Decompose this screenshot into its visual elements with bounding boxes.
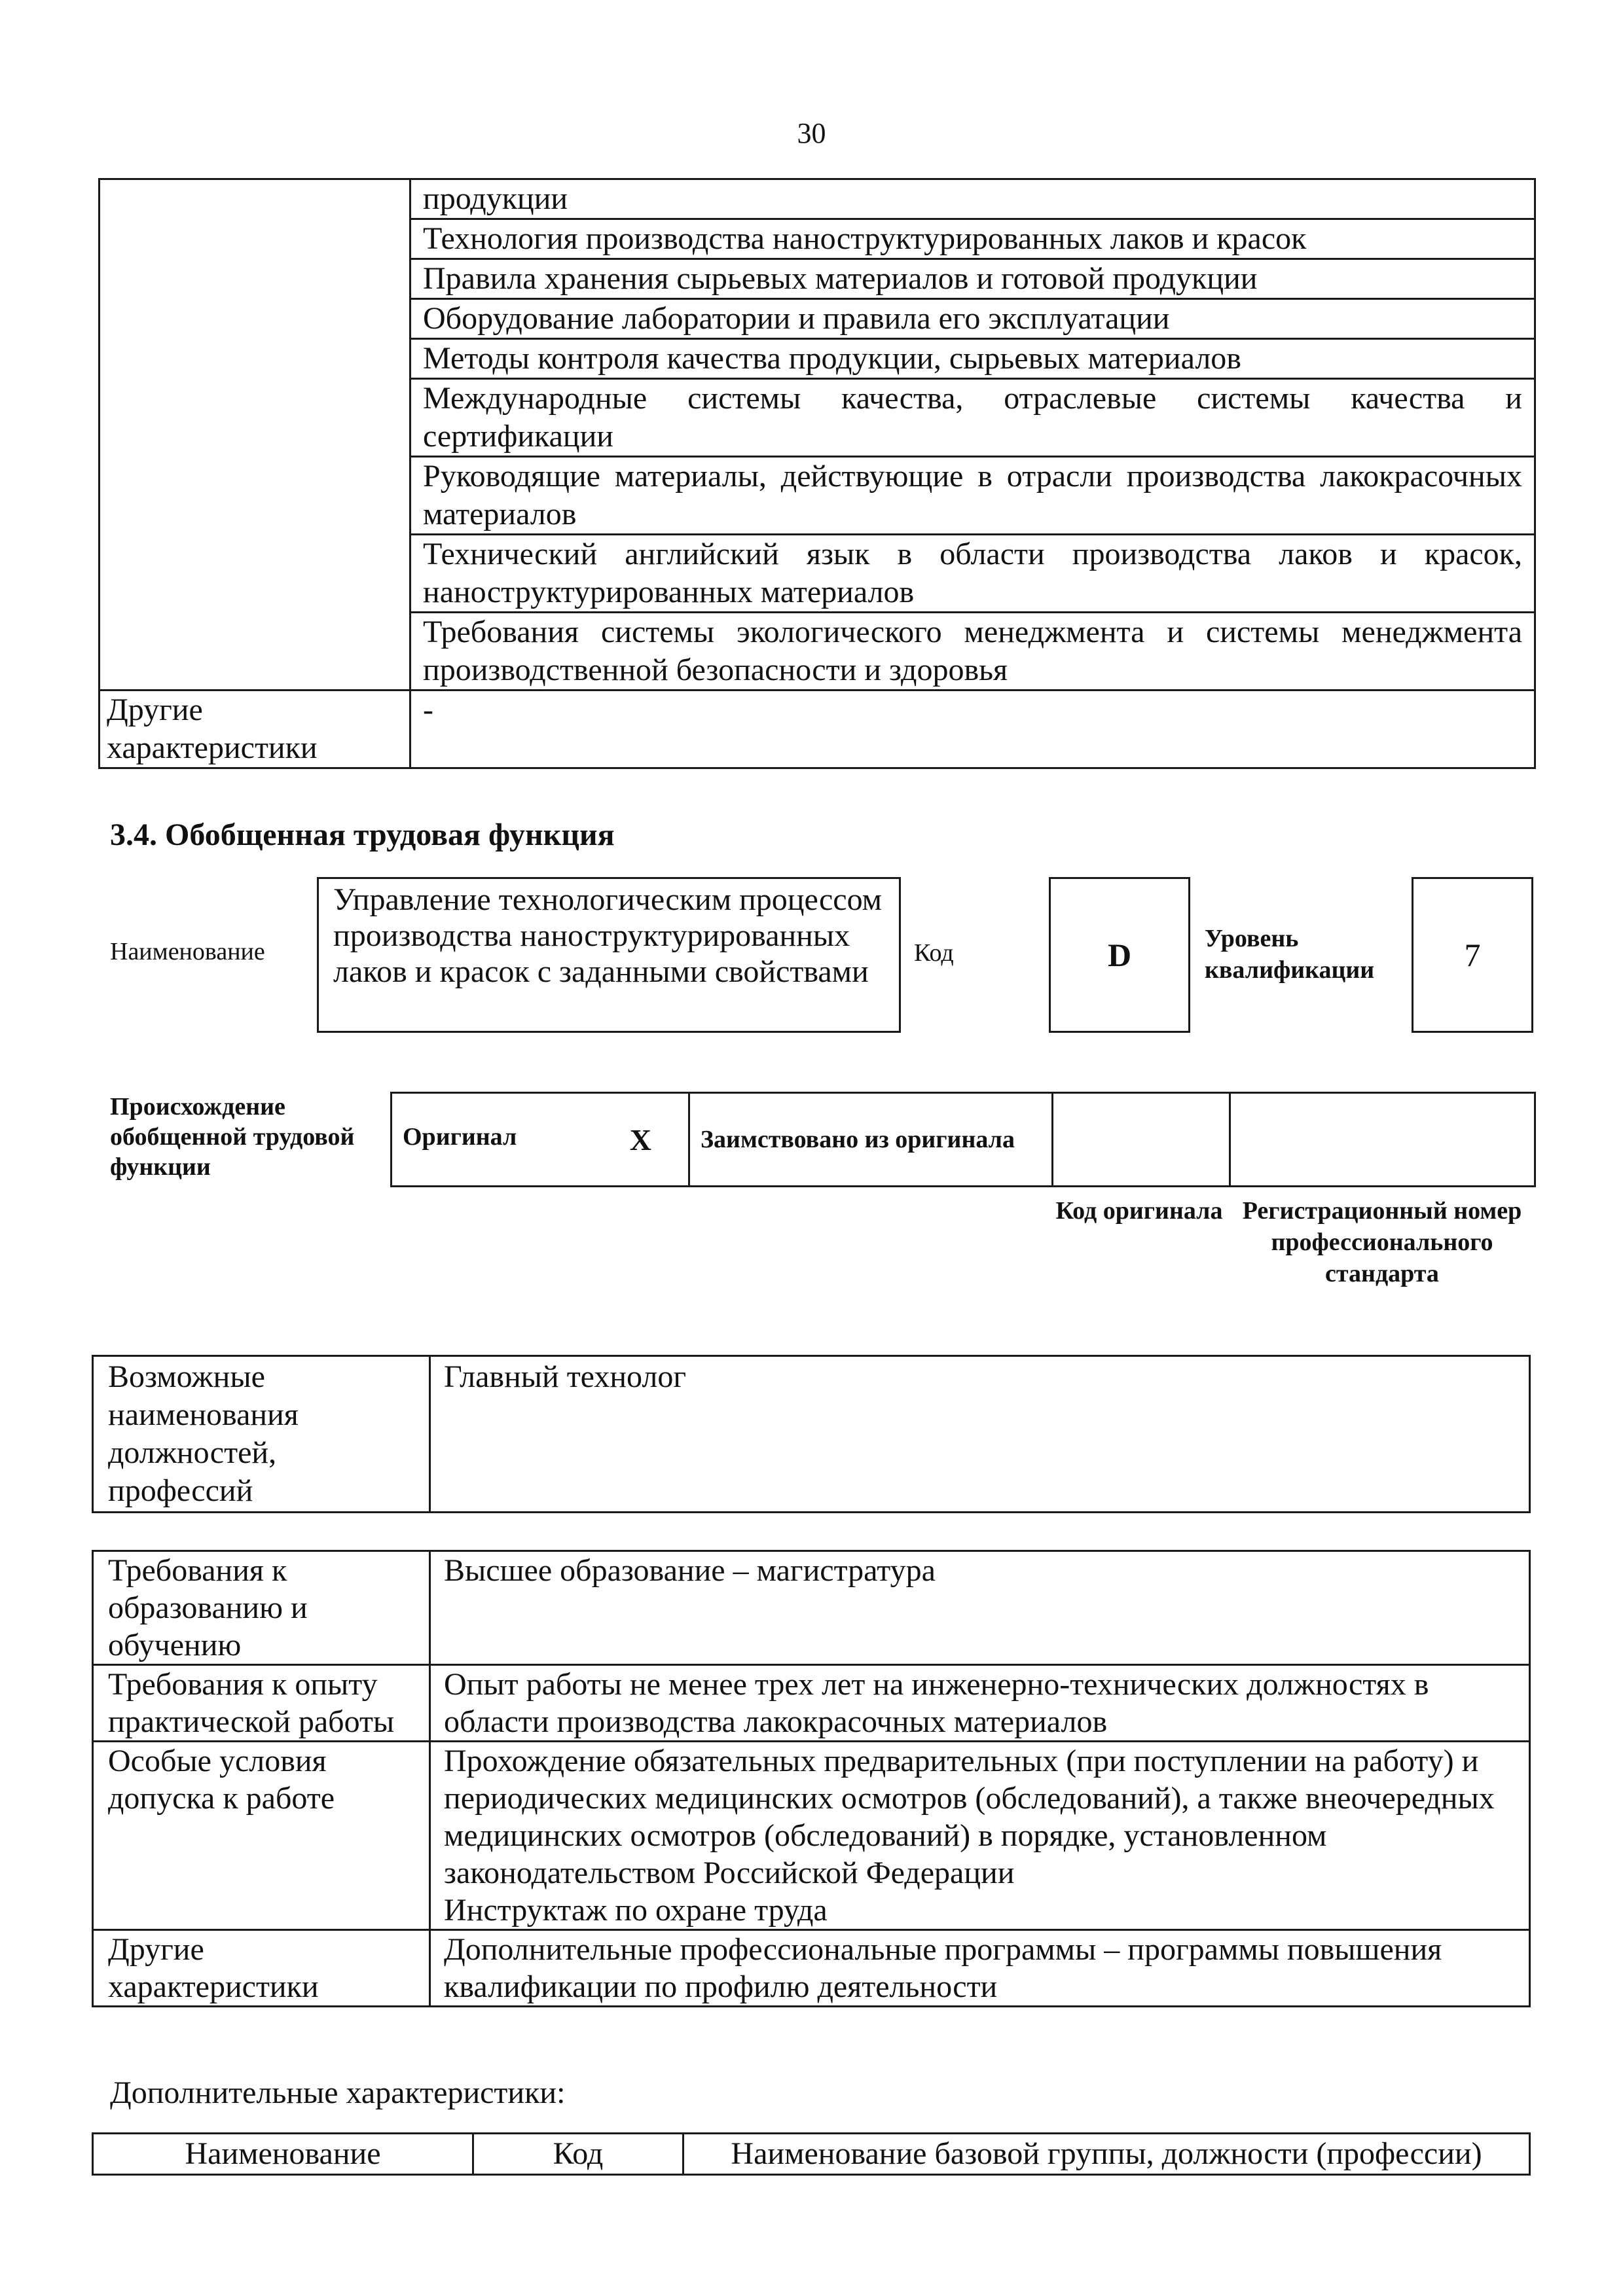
function-name-box: Управление технологическим процессом производства наноструктурированных лаков и красок с заданными свойствами <box>317 877 901 1033</box>
section-heading: 3.4. Обобщенная трудовая функция <box>110 817 615 852</box>
additional-table <box>92 2132 1531 2176</box>
original-mark: X <box>629 1122 651 1157</box>
header-base-group: Наименование базовой группы, должности (профессии) <box>684 2134 1530 2175</box>
table-header-row <box>93 2134 1530 2175</box>
experience-label: Требования к опыту практической работы <box>93 1665 430 1742</box>
experience-value: Опыт работы не менее трех лет на инженерно-технических должностях в области производства лакокрасочных материалов <box>430 1665 1530 1742</box>
table-cell: Международные системы качества, отраслевые системы качества и сертификации <box>410 379 1535 457</box>
table-cell: Методы контроля качества продукции, сырьевых материалов <box>410 339 1535 379</box>
original-label: Оригинал <box>403 1122 517 1151</box>
other-characteristics-label: Другие характеристики <box>100 691 410 768</box>
name-label: Наименование <box>110 938 265 965</box>
header-code: Код <box>473 2134 684 2175</box>
qualification-level-box: 7 <box>1412 877 1533 1033</box>
table-cell: Требования системы экологического менеджмента и системы менеджмента производственной безопасности и здоровья <box>410 613 1535 691</box>
code-label: Код <box>914 939 954 967</box>
original-cell <box>392 1093 689 1187</box>
positions-label: Возможные наименования должностей, профессий <box>93 1356 430 1513</box>
borrowed-label: Заимствовано из оригинала <box>689 1093 1053 1187</box>
qualification-level-label: Уровень квалификации <box>1205 925 1375 984</box>
admission-value-2: Инструктаж по охране труда <box>444 1893 828 1928</box>
other-value: Дополнительные профессиональные программы – программы повышения квалификации по профилю деятельности <box>430 1930 1530 2007</box>
table-cell: Правила хранения сырьевых материалов и готовой продукции <box>410 259 1535 299</box>
header-name: Наименование <box>93 2134 473 2175</box>
positions-table <box>92 1355 1531 1513</box>
table-row <box>100 179 1535 219</box>
education-label: Требования к образованию и обучению <box>93 1551 430 1665</box>
table-cell: Руководящие материалы, действующие в отрасли производства лакокрасочных материалов <box>410 457 1535 535</box>
table-row <box>93 1665 1530 1742</box>
other-characteristics-value: - <box>410 691 1535 768</box>
code-value-box: D <box>1049 877 1190 1033</box>
admission-label: Особые условия допуска к работе <box>93 1742 430 1930</box>
table-cell: Технический английский язык в области производства лаков и красок, наноструктурированных материалов <box>410 535 1535 613</box>
positions-value: Главный технолог <box>430 1356 1530 1513</box>
table-row <box>93 1742 1530 1930</box>
origin-label: Происхождение обобщенной трудовой функции <box>110 1093 355 1181</box>
admission-value-cell <box>430 1742 1530 1930</box>
table-row <box>93 1356 1530 1513</box>
table-cell: продукции <box>410 179 1535 219</box>
table-row <box>392 1093 1535 1187</box>
table-row <box>93 1551 1530 1665</box>
additional-heading: Дополнительные характеристики: <box>110 2075 566 2110</box>
original-code-cell <box>1053 1093 1230 1187</box>
knowledge-table <box>98 178 1536 769</box>
empty-label-cell <box>100 179 410 691</box>
education-value: Высшее образование – магистратура <box>430 1551 1530 1665</box>
requirements-table <box>92 1550 1531 2007</box>
registration-number-cell <box>1230 1093 1535 1187</box>
original-code-caption: Код оригинала <box>1055 1197 1223 1225</box>
origin-table <box>390 1092 1536 1187</box>
table-cell: Оборудование лаборатории и правила его эксплуатации <box>410 299 1535 339</box>
table-row <box>93 1930 1530 2007</box>
table-row <box>100 691 1535 768</box>
other-label: Другие характеристики <box>93 1930 430 2007</box>
page-number: 30 <box>797 117 826 149</box>
registration-number-caption: Регистрационный номер профессионального стандарта <box>1242 1197 1522 1287</box>
table-cell: Технология производства наноструктурированных лаков и красок <box>410 219 1535 259</box>
admission-value: Прохождение обязательных предварительных (при поступлении на работу) и периодических медицинских осмотров (обследований), а также внеочередных медицинских осмотров (обследований) в порядке, установленном законодательством Российской Федерации <box>444 1744 1495 1890</box>
